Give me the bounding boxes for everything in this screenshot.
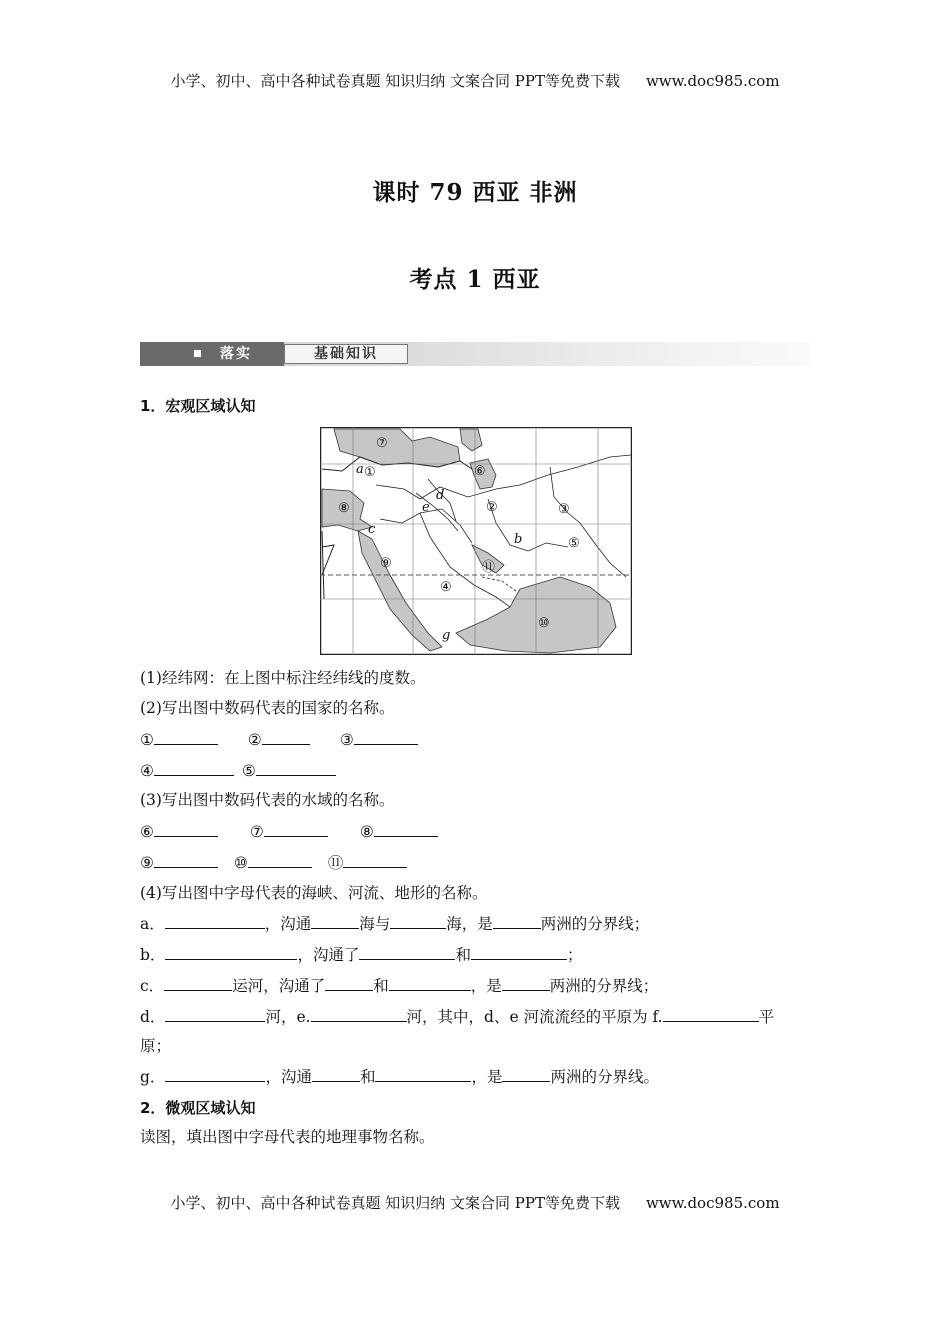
- read-instruction: 读图，填出图中字母代表的地理事物名称。: [140, 1128, 435, 1146]
- b-text3: ；: [566, 946, 583, 964]
- map-label-2: ②: [486, 500, 498, 515]
- g-text3: ，是: [471, 1068, 503, 1086]
- label-10: ⑩: [233, 854, 248, 872]
- q3-answers-row1: [140, 821, 438, 842]
- blank-11[interactable]: [343, 852, 407, 868]
- a-text3: 海，是: [446, 915, 493, 933]
- b-prefix: b．: [140, 946, 166, 964]
- label-8: ⑧: [359, 823, 374, 841]
- blank-a4[interactable]: [493, 913, 541, 929]
- blank-g2[interactable]: [312, 1066, 360, 1082]
- c-text4: 两洲的分界线；: [549, 977, 659, 995]
- header-site: www.doc985.com: [645, 72, 780, 90]
- q4-g-line: [140, 1066, 659, 1087]
- label-9: ⑨: [140, 854, 154, 872]
- q4-c-line: [140, 975, 658, 996]
- blank-a1[interactable]: [165, 913, 265, 929]
- blank-c4[interactable]: [502, 975, 550, 991]
- blank-3[interactable]: [354, 729, 418, 745]
- map-label-a: a: [356, 462, 364, 477]
- blank-6[interactable]: [154, 821, 218, 837]
- blank-f[interactable]: [663, 1006, 759, 1022]
- q2-line: (2)写出图中数码代表的国家的名称。: [140, 699, 395, 717]
- map-label-c: c: [368, 522, 376, 537]
- blank-b3[interactable]: [471, 944, 567, 960]
- map-label-g: g: [442, 628, 451, 643]
- map-label-3: ③: [558, 502, 570, 517]
- d-text3: 平: [758, 1008, 775, 1026]
- footer-site: www.doc985.com: [645, 1194, 780, 1212]
- label-2: ②: [247, 731, 262, 749]
- blank-b1[interactable]: [165, 944, 297, 960]
- blank-5[interactable]: [256, 760, 336, 776]
- blank-a3[interactable]: [390, 913, 446, 929]
- label-11: ⑪: [327, 854, 344, 872]
- g-prefix: g．: [140, 1068, 166, 1086]
- map-label-9: ⑨: [380, 556, 392, 571]
- q2-answers-row2: [140, 760, 336, 781]
- map-label-b: b: [514, 532, 523, 547]
- q1-line: (1)经纬网：在上图中标注经纬线的度数。: [140, 669, 426, 687]
- map-label-d: d: [436, 488, 445, 503]
- blank-g3[interactable]: [375, 1066, 471, 1082]
- a-text4: 两洲的分界线；: [540, 915, 650, 933]
- q4-b-line: [140, 944, 582, 965]
- footer-text: 小学、初中、高中各种试卷真题 知识归纳 文案合同 PPT等免费下载: [170, 1194, 620, 1212]
- a-text2: 海与: [359, 915, 391, 933]
- map-label-7: ⑦: [376, 436, 388, 451]
- label-7: ⑦: [249, 823, 264, 841]
- a-prefix: a．: [140, 915, 165, 933]
- g-text2: 和: [359, 1068, 376, 1086]
- a-text1: ，沟通: [264, 915, 312, 933]
- blank-d1[interactable]: [165, 1006, 265, 1022]
- label-5: ⑤: [241, 762, 256, 780]
- q2-answers-row1: [140, 729, 418, 750]
- map-label-4: ④: [440, 580, 452, 595]
- g-text1: ，沟通: [265, 1068, 312, 1086]
- d-prefix: d．: [140, 1008, 166, 1026]
- blank-7[interactable]: [264, 821, 328, 837]
- g-text4: 两洲的分界线。: [550, 1068, 659, 1086]
- blank-g4[interactable]: [502, 1066, 550, 1082]
- map-label-11: ⑪: [482, 560, 496, 575]
- header-text: 小学、初中、高中各种试卷真题 知识归纳 文案合同 PPT等免费下载: [170, 72, 620, 90]
- square-bullet-icon: [194, 350, 201, 357]
- blank-g1[interactable]: [165, 1066, 265, 1082]
- section-macro: 1．宏观区域认知: [140, 397, 256, 415]
- c-text3: ，是: [470, 977, 502, 995]
- blank-9[interactable]: [154, 852, 218, 868]
- q4-a-line: [140, 913, 649, 934]
- label-1: ①: [140, 731, 154, 749]
- blank-d2[interactable]: [311, 1006, 407, 1022]
- banner-right: 基础知识: [284, 344, 408, 364]
- blank-a2[interactable]: [311, 913, 359, 929]
- blank-8[interactable]: [374, 821, 438, 837]
- page-footer: [0, 1192, 950, 1213]
- blank-c3[interactable]: [389, 975, 471, 991]
- blank-c2[interactable]: [325, 975, 373, 991]
- label-6: ⑥: [140, 823, 154, 841]
- banner-left: [140, 342, 284, 366]
- map-label-5: ⑤: [568, 536, 580, 551]
- blank-2[interactable]: [262, 729, 310, 745]
- map-label-6: ⑥: [474, 464, 486, 479]
- map-label-8: ⑧: [338, 501, 350, 516]
- q3-answers-row2: [140, 852, 407, 873]
- blank-b2[interactable]: [359, 944, 455, 960]
- blank-4[interactable]: [154, 760, 234, 776]
- d-text1: 河，e.: [265, 1008, 311, 1026]
- section-micro: 2．微观区域认知: [140, 1099, 256, 1117]
- q3-line: (3)写出图中数码代表的水域的名称。: [140, 791, 395, 809]
- blank-c1[interactable]: [164, 975, 232, 991]
- blank-1[interactable]: [154, 729, 218, 745]
- blank-10[interactable]: [248, 852, 312, 868]
- section-banner: [140, 342, 810, 366]
- c-text1: 运河，沟通了: [232, 977, 326, 995]
- map-label-10: ⑩: [538, 616, 550, 631]
- b-text2: 和: [455, 946, 471, 964]
- west-asia-map: [320, 427, 632, 655]
- map-label-e: e: [422, 500, 430, 515]
- page-header: [0, 70, 950, 91]
- label-3: ③: [339, 731, 354, 749]
- map-label-1: ①: [364, 465, 376, 480]
- q4-d-line-cont: 原；: [140, 1037, 172, 1055]
- q4-line: (4)写出图中字母代表的海峡、河流、地形的名称。: [140, 884, 488, 902]
- b-text1: ，沟通了: [297, 946, 360, 964]
- banner-left-label: 落实: [220, 346, 252, 362]
- c-text2: 和: [373, 977, 389, 995]
- d-text2: 河，其中，d、e 河流流经的平原为 f.: [406, 1008, 663, 1026]
- q4-d-line: [140, 1006, 774, 1027]
- c-prefix: c．: [140, 977, 165, 995]
- topic-title: 考点 1 西亚: [409, 266, 541, 293]
- lesson-title: 课时 79 西亚 非洲: [372, 179, 578, 206]
- label-4: ④: [140, 762, 154, 780]
